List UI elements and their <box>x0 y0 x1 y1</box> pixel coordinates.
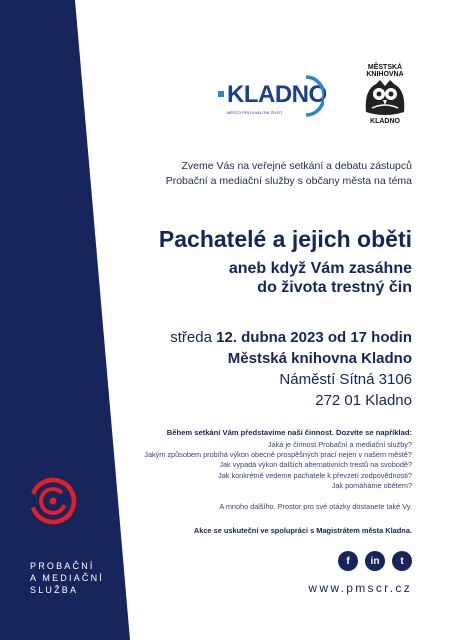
kladno-logo-tagline: MĚSTO PRO KVALITNÍ ŽIVOT <box>227 110 283 115</box>
pms-logo-icon <box>28 476 78 526</box>
questions-list <box>144 440 412 491</box>
question-item: Jak konkrétně vedeme pachatele k převzetí zodpovědnosti? <box>218 470 412 480</box>
intro-line-2: Probační a mediační služby s občany města na téma <box>165 175 412 187</box>
library-logo-title: MĚSTSKÁ KNIHOVNA <box>366 64 404 78</box>
kladno-logo-wordmark: KLADNO <box>227 81 327 108</box>
library-logo <box>354 64 416 130</box>
intro-line-1: Zveme Vás na veřejné setkání a debatu zástupců <box>181 160 412 172</box>
event-zip-city: 272 01 Kladno <box>315 392 412 409</box>
questions-heading: Během setkání Vám představíme naši činnost. Dozvíte se například: <box>166 428 412 437</box>
event-title: Pachatelé a jejich oběti <box>158 226 412 252</box>
kladno-logo-arc-icon <box>302 74 324 118</box>
facebook-icon[interactable]: f <box>338 551 358 571</box>
event-venue: Městská knihovna Kladno <box>227 350 412 367</box>
social-links <box>338 551 412 571</box>
pms-line-3: SLUŽBA <box>30 585 79 595</box>
kladno-logo-square-icon <box>218 91 224 97</box>
pms-logo-text <box>30 560 104 596</box>
question-item: Jakým způsobem probíhá výkon obecně prospěšných prací nejen v našem městě? <box>144 450 412 460</box>
kladno-logo <box>218 74 326 126</box>
linkedin-icon[interactable]: in <box>365 551 385 571</box>
question-item: Jaká je činnost Probační a mediační služby? <box>268 440 412 449</box>
pms-line-1: PROBAČNÍ <box>30 561 95 571</box>
event-subtitle <box>229 259 412 297</box>
event-date <box>170 329 412 346</box>
intro-text <box>166 159 412 189</box>
more-text: A mnoho dalšího. Prostor pro své otázky dostanete také Vy. <box>219 502 412 511</box>
event-street: Náměstí Sítná 3106 <box>279 371 412 388</box>
question-item: Jak pomáháme obětem? <box>331 480 412 490</box>
subtitle-line-2: do života trestný čin <box>257 279 412 296</box>
question-item: Jak vypadá výkon dalších alternativních trestů na svobodě? <box>219 460 412 470</box>
pms-line-2: A MEDIAČNÍ <box>30 573 105 583</box>
owl-icon <box>362 78 408 118</box>
subtitle-line-1: aneb když Vám zasáhne <box>228 260 412 277</box>
website-link[interactable]: www.pmscr.cz <box>308 581 412 595</box>
event-date-time: 12. dubna 2023 od 17 hodin <box>216 329 412 346</box>
twitter-icon[interactable]: t <box>392 551 412 571</box>
event-day: středa <box>170 329 212 346</box>
cooperation-text: Akce se uskuteční ve spolupráci s Magistrátem města Kladna. <box>193 526 412 535</box>
library-logo-city: KLADNO <box>370 118 400 125</box>
